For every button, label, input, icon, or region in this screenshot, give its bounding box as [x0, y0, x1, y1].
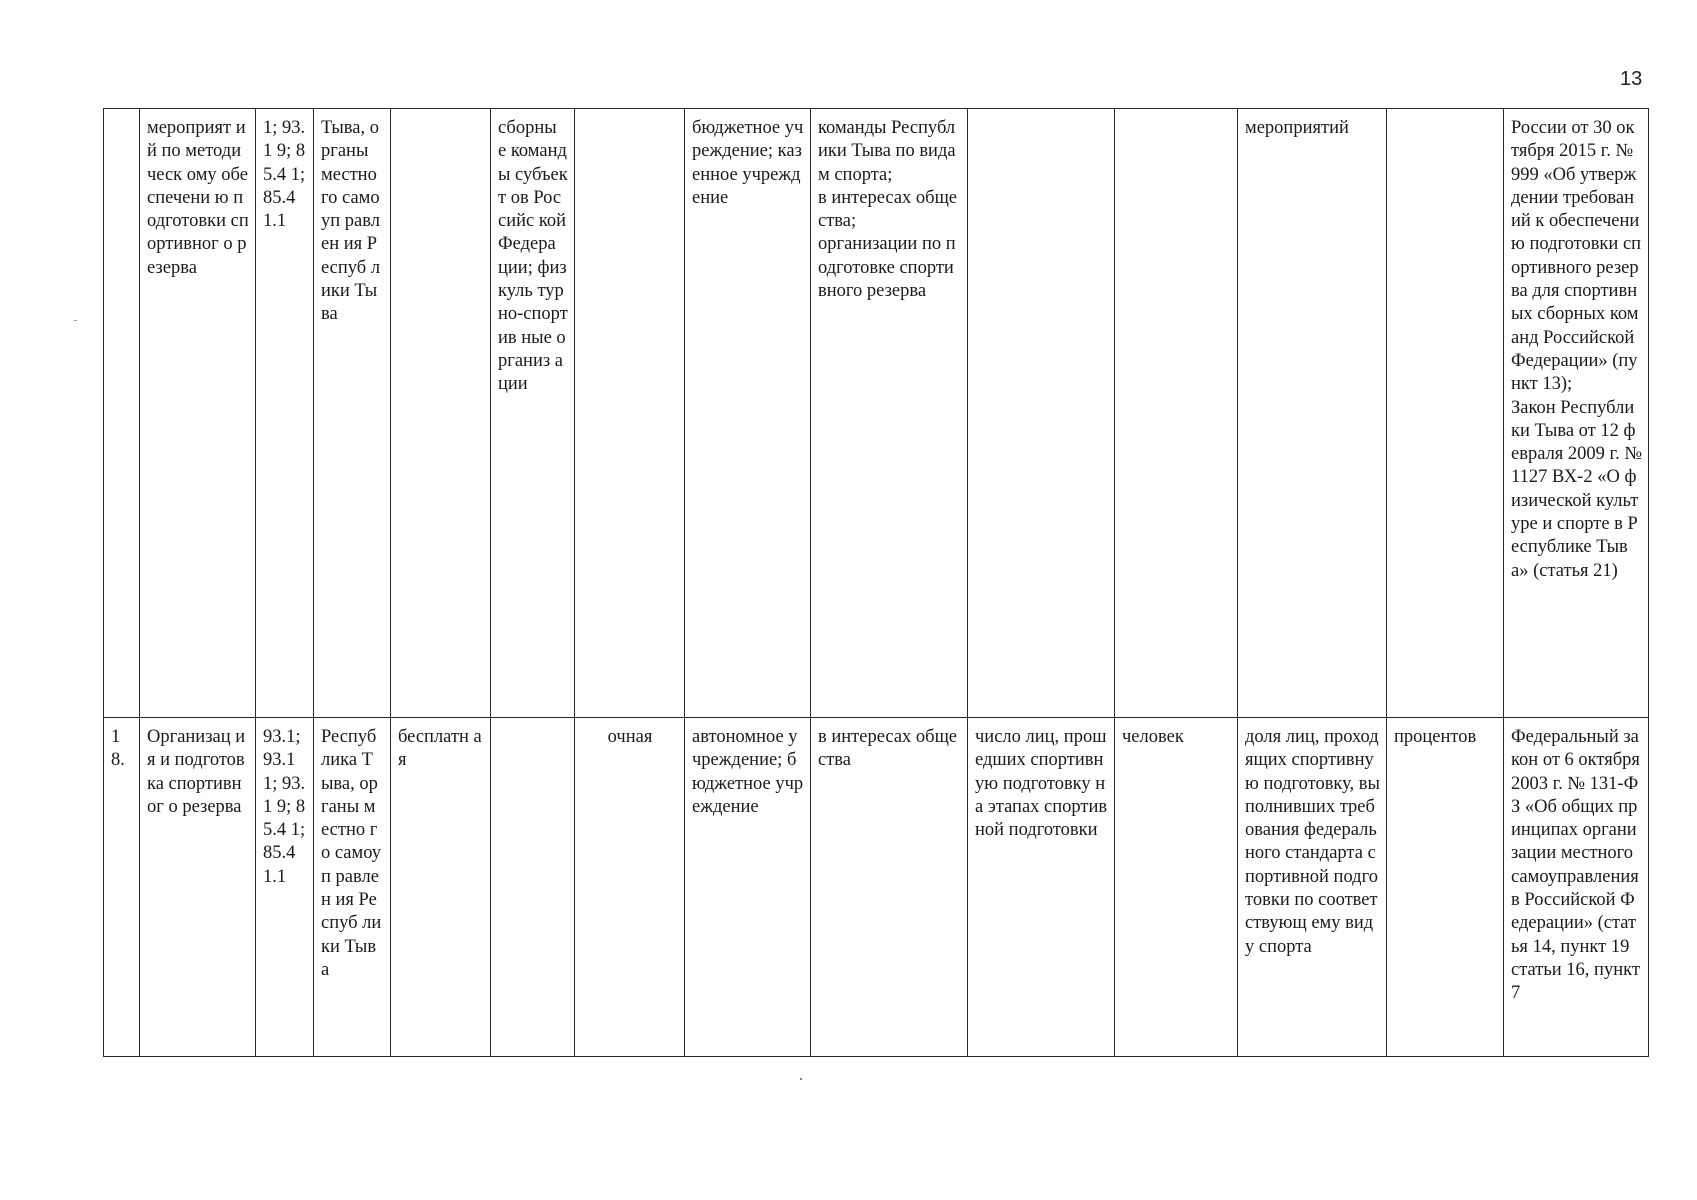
table-row	[104, 718, 1649, 1057]
quality-indicator-cell: доля лиц, проходящих спортивную подготовку, выполнивших требования федерального стандарта спортивной подготовки по соответствующ ему виду спорта	[1238, 718, 1387, 1057]
payment-type-cell	[391, 109, 491, 718]
legal-basis-cell: России от 30 октября 2015 г. № 999 «Об утверждении требований к обеспечению подготовки спортивного резерва для спортивных сборных команд Российской Федерации» (пункт 13); Закон Республики Тыва от 12 февраля 2009 г. № 1127 ВХ-2 «О физической культуре и спорте в Республике Тыва» (статья 21)	[1504, 109, 1649, 718]
service-name-cell: Организац ия и подготовка спортивног о резерва	[140, 718, 256, 1057]
scan-dot-mark	[800, 1078, 802, 1080]
row-number-cell	[104, 109, 140, 718]
table-row	[104, 109, 1649, 718]
quality-unit-cell	[1387, 109, 1504, 718]
volume-unit-cell: человек	[1115, 718, 1238, 1057]
delivery-form-cell: очная	[575, 718, 685, 1057]
institution-type-cell: автономное учреждение; бюджетное учреждение	[685, 718, 811, 1057]
content-cell: команды Республики Тыва по видам спорта; в интересах общества; организации по подготовке спортивного резерва	[811, 109, 968, 718]
content-cell: в интересах общества	[811, 718, 968, 1057]
authority-cell: Респуб лика Тыва, органы местно го самоуп равлен ия Респуб лики Тыва	[314, 718, 391, 1057]
quality-unit-cell: процентов	[1387, 718, 1504, 1057]
authority-cell: Тыва, органы местно го самоуп равлен ия Респуб лики Тыва	[314, 109, 391, 718]
services-register-table	[103, 108, 1649, 1057]
legal-basis-cell: Федеральный закон от 6 октября 2003 г. № 131-ФЗ «Об общих принципах организации местного самоуправления в Российской Федерации» (статья 14, пункт 19 статьи 16, пункт 7	[1504, 718, 1649, 1057]
quality-indicator-cell: мероприятий	[1238, 109, 1387, 718]
consumers-cell	[491, 718, 575, 1057]
scan-margin-mark	[74, 320, 77, 321]
volume-indicator-cell: число лиц, прошедших спортивную подготовку на этапах спортивной подготовки	[968, 718, 1115, 1057]
payment-type-cell: бесплатн ая	[391, 718, 491, 1057]
okved-codes-cell: 93.1; 93.1 1; 93.1 9; 85.4 1; 85.4 1.1	[256, 718, 314, 1057]
volume-unit-cell	[1115, 109, 1238, 718]
service-name-cell: мероприят ий по методическ ому обеспечени ю подготовки спортивног о резерва	[140, 109, 256, 718]
institution-type-cell: бюджетное учреждение; казенное учреждение	[685, 109, 811, 718]
delivery-form-cell	[575, 109, 685, 718]
volume-indicator-cell	[968, 109, 1115, 718]
row-number-cell: 18.	[104, 718, 140, 1057]
okved-codes-cell: 1; 93.1 9; 85.4 1; 85.4 1.1	[256, 109, 314, 718]
page-number: 13	[1620, 68, 1643, 90]
consumers-cell: сборны е команд ы субъект ов Российс кой Федера ции; физкуль турно-спортив ные организ ации	[491, 109, 575, 718]
